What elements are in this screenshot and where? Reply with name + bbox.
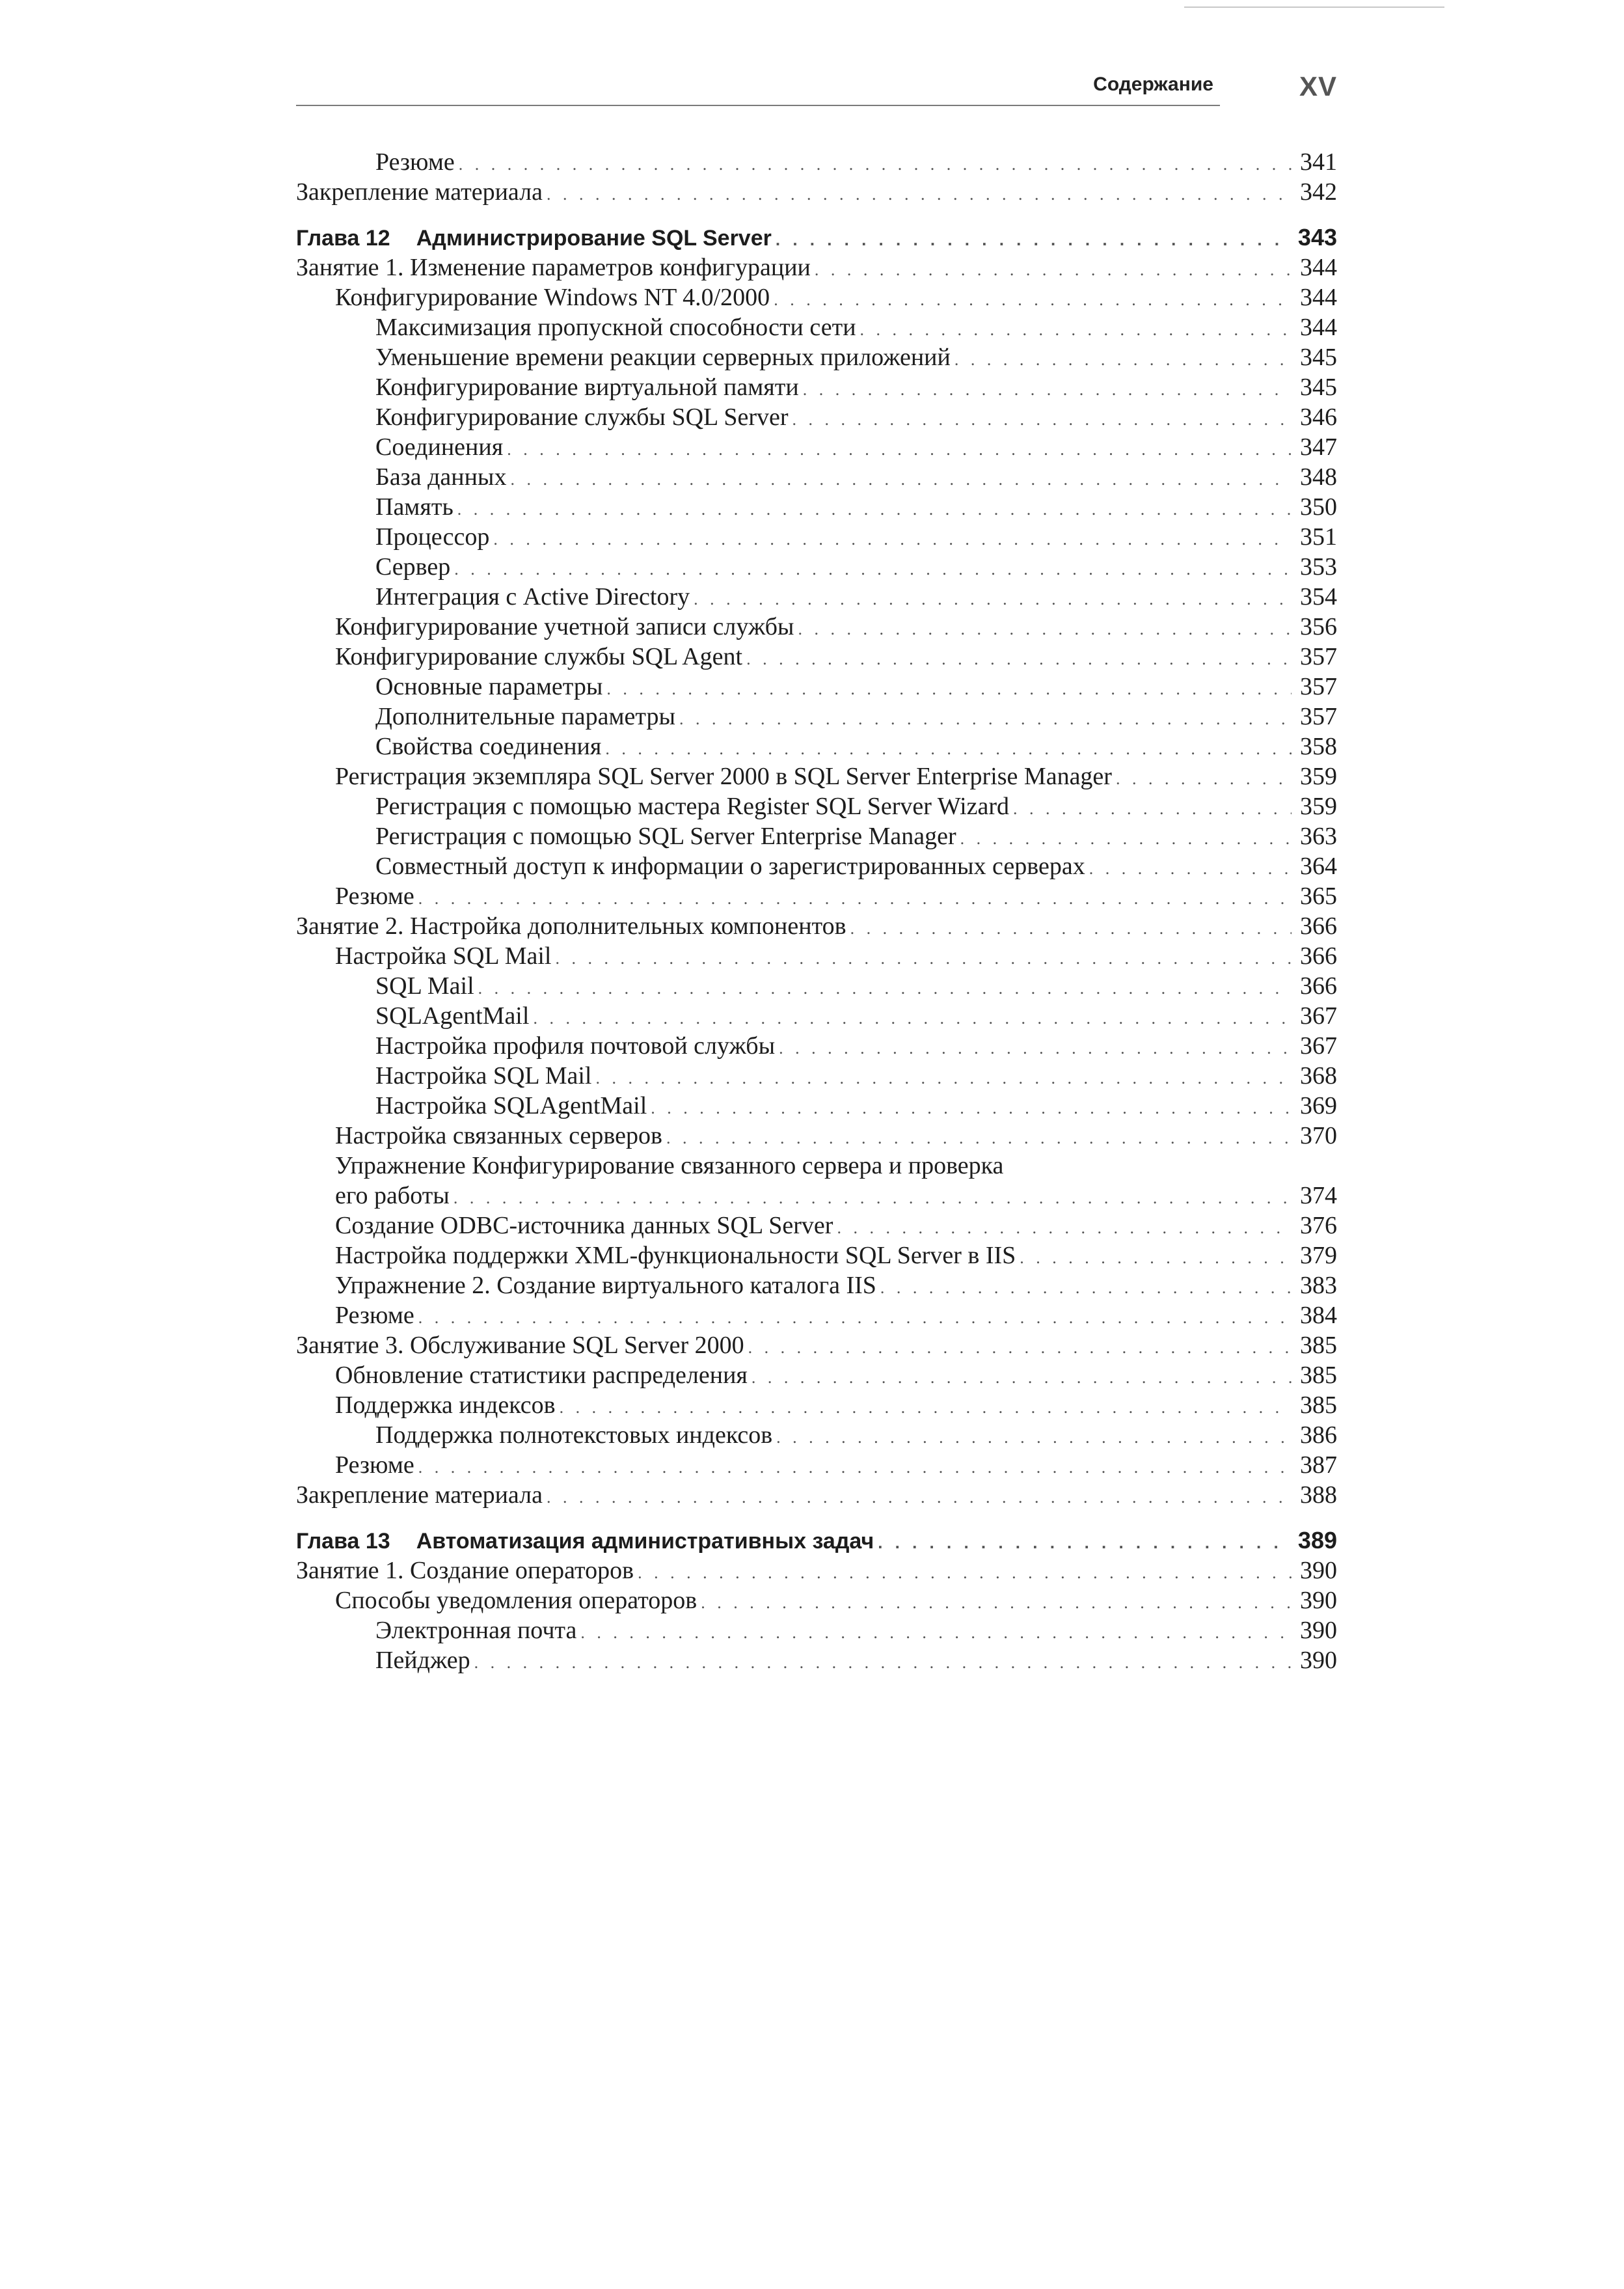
leader-dots (457, 495, 1292, 525)
toc-section-d (296, 1556, 1337, 1675)
toc-entry-page: 385 (1300, 1332, 1337, 1359)
leader-dots (748, 1333, 1292, 1363)
toc-entry[interactable] (296, 791, 1337, 821)
toc-entry-text: Создание ODBC-источника данных SQL Server (335, 1212, 833, 1239)
toc-entry[interactable] (296, 342, 1337, 372)
toc-entry-text: Максимизация пропускной способности сети (375, 314, 856, 341)
toc-entry[interactable] (296, 582, 1337, 612)
toc-section-a (296, 147, 1337, 207)
toc-entry-page: 390 (1300, 1587, 1337, 1614)
toc-entry-text: Сервер (375, 553, 451, 581)
leader-dots (751, 1363, 1292, 1393)
toc-entry-page: 348 (1300, 463, 1337, 491)
header-page-number: XV (1299, 71, 1337, 102)
toc-entry[interactable] (296, 1031, 1337, 1061)
toc-entry-page: 390 (1300, 1557, 1337, 1584)
toc-entry[interactable] (296, 941, 1337, 971)
toc-entry-text: Уменьшение времени реакции серверных приложений (375, 344, 951, 371)
chapter-title: Автоматизация административных задач (416, 1529, 874, 1554)
leader-dots (580, 1618, 1292, 1648)
leader-dots (510, 465, 1292, 495)
toc-entry-page: 383 (1300, 1272, 1337, 1299)
leader-dots (701, 1588, 1292, 1618)
toc-entry-text: Процессор (375, 523, 490, 551)
toc-entry-text: Электронная почта (375, 1617, 577, 1644)
leader-dots (954, 345, 1292, 375)
leader-dots (815, 255, 1292, 285)
toc-entry[interactable] (296, 881, 1337, 911)
toc-entry-text: Настройка поддержки XML-функциональности SQL Server в IIS (335, 1242, 1016, 1269)
toc-entry-text: Регистрация с помощью мастера Register SQL Server Wizard (375, 793, 1010, 820)
toc-entry-page: 356 (1300, 613, 1337, 640)
chapter-12-heading[interactable] (296, 223, 1337, 253)
toc-entry-page: 365 (1300, 883, 1337, 910)
toc-entry-text: Закрепление материала (296, 178, 543, 206)
toc-entry-text: Соединения (375, 433, 504, 461)
toc-entry-text: Конфигурирование Windows NT 4.0/2000 (335, 284, 770, 311)
toc-entry-text: Упражнение 2. Создание виртуального каталога IIS (335, 1272, 876, 1299)
leader-dots (606, 674, 1292, 704)
toc-entry[interactable] (296, 1480, 1337, 1510)
toc-entry[interactable] (296, 702, 1337, 732)
toc-entry-text: Занятие 1. Создание операторов (296, 1557, 634, 1584)
toc-entry-text: Дополнительные параметры (375, 703, 675, 730)
toc-entry-text: SQLAgentMail (375, 1002, 530, 1030)
toc-entry[interactable] (296, 1390, 1337, 1420)
leader-dots (418, 884, 1292, 914)
chapter-page: 343 (1297, 224, 1337, 251)
leader-dots (595, 1063, 1292, 1093)
leader-dots (1089, 854, 1292, 884)
leader-dots (860, 315, 1292, 345)
toc-entry[interactable] (296, 402, 1337, 432)
toc-entry-page: 385 (1300, 1391, 1337, 1419)
toc-entry-page: 374 (1300, 1182, 1337, 1209)
toc-entry-page: 344 (1300, 314, 1337, 341)
toc-entry-page: 357 (1300, 703, 1337, 730)
toc-entry[interactable] (296, 1420, 1337, 1450)
toc-entry-text: Поддержка индексов (335, 1391, 556, 1419)
toc-entry-page: 359 (1300, 793, 1337, 820)
toc-entry[interactable] (296, 177, 1337, 207)
toc-entry-text: Занятие 3. Обслуживание SQL Server 2000 (296, 1332, 744, 1359)
leader-dots (454, 555, 1292, 584)
toc-entry[interactable] (296, 971, 1337, 1001)
toc-entry-page: 345 (1300, 344, 1337, 371)
leader-dots (507, 435, 1292, 465)
leader-dots (651, 1093, 1292, 1123)
toc-entry-page: 368 (1300, 1062, 1337, 1090)
leader-dots (638, 1558, 1292, 1588)
toc-entry[interactable] (296, 1615, 1337, 1645)
toc-entry[interactable] (296, 612, 1337, 642)
toc-entry-text: Основные параметры (375, 673, 603, 700)
exercise-1-line-1[interactable]: Упражнение Конфигурирование связанного сервера и проверка (335, 1152, 1004, 1179)
toc-entry-page: 342 (1300, 178, 1337, 206)
scan-edge-line (1184, 7, 1444, 8)
toc-entry-page: 370 (1300, 1122, 1337, 1149)
toc-entry[interactable] (296, 761, 1337, 791)
leader-dots (798, 614, 1292, 644)
leader-dots (547, 180, 1292, 210)
toc-entry[interactable] (296, 1330, 1337, 1360)
toc-entry-page: 385 (1300, 1362, 1337, 1389)
toc-entry-text: Резюме (335, 883, 414, 910)
toc-entry-text: База данных (375, 463, 507, 491)
toc-entry-text: Настройка связанных серверов (335, 1122, 662, 1149)
toc-entry-text: Конфигурирование виртуальной памяти (375, 374, 799, 401)
leader-dots (560, 1393, 1292, 1423)
toc-entry[interactable] (296, 147, 1337, 177)
toc-entry-text: его работы (335, 1182, 450, 1209)
leader-dots (1020, 1243, 1292, 1273)
leader-dots (453, 1183, 1292, 1213)
leader-dots (418, 1453, 1292, 1483)
toc-entry-text: Способы уведомления операторов (335, 1587, 697, 1614)
leader-dots (776, 1423, 1292, 1453)
toc-entry-text: Закрепление материала (296, 1481, 543, 1509)
leader-dots (605, 734, 1292, 764)
toc-entry[interactable] (296, 1001, 1337, 1031)
leader-dots (533, 1004, 1292, 1034)
toc-entry-text: Обновление статистики распределения (335, 1362, 748, 1389)
toc-entry[interactable] (296, 1270, 1337, 1300)
toc-entry-text: Совместный доступ к информации о зарегистрированных серверах (375, 853, 1085, 880)
toc-entry[interactable] (296, 1585, 1337, 1615)
toc-entry-text: Регистрация с помощью SQL Server Enterprise Manager (375, 823, 956, 850)
toc-entry-text: Настройка SQL Mail (335, 942, 552, 970)
toc-entry[interactable] (296, 1211, 1337, 1240)
toc-entry[interactable] (296, 492, 1337, 522)
toc-entry[interactable] (296, 282, 1337, 312)
toc-entry[interactable] (296, 911, 1337, 941)
leader-dots (850, 914, 1292, 944)
toc-entry-page: 369 (1300, 1092, 1337, 1119)
toc-entry-text: Регистрация экземпляра SQL Server 2000 в SQL Server Enterprise Manager (335, 763, 1112, 790)
chapter-title: Администрирование SQL Server (416, 226, 772, 251)
leader-dots (679, 704, 1292, 734)
toc-entry-text: Пейджер (375, 1647, 470, 1674)
toc-entry[interactable] (296, 372, 1337, 402)
toc-entry-page: 345 (1300, 374, 1337, 401)
toc-entry[interactable] (296, 432, 1337, 462)
toc-entry-page: 379 (1300, 1242, 1337, 1269)
leader-dots (880, 1273, 1292, 1303)
toc-entry-text: Резюме (375, 148, 455, 176)
toc-entry[interactable] (296, 1450, 1337, 1480)
toc-entry[interactable] (296, 1556, 1337, 1585)
toc-entry[interactable] (296, 1300, 1337, 1330)
toc-entry[interactable] (296, 312, 1337, 342)
toc-entry-page: 359 (1300, 763, 1337, 790)
toc-entry-page: 357 (1300, 643, 1337, 670)
toc-entry[interactable] (296, 851, 1337, 881)
toc-entry-page: 367 (1300, 1032, 1337, 1060)
leader-dots (837, 1213, 1292, 1243)
leader-dots (1116, 764, 1292, 794)
toc-entry-page: 366 (1300, 942, 1337, 970)
toc-entry-text: Память (375, 493, 453, 521)
leader-dots (547, 1483, 1292, 1513)
toc-entry-page: 358 (1300, 733, 1337, 760)
leader-dots (779, 1034, 1292, 1063)
toc-entry-page: 376 (1300, 1212, 1337, 1239)
toc-entry[interactable] (296, 1091, 1337, 1121)
toc-entry-text: Настройка SQLAgentMail (375, 1092, 647, 1119)
toc-entry-page: 366 (1300, 912, 1337, 940)
toc-entry-text: Настройка профиля почтовой службы (375, 1032, 776, 1060)
leader-dots (776, 225, 1292, 254)
toc-entry-page: 344 (1300, 254, 1337, 281)
toc-entry-page: 364 (1300, 853, 1337, 880)
leader-dots (478, 974, 1292, 1004)
toc-entry[interactable] (296, 522, 1337, 552)
header-title: Содержание (1093, 74, 1213, 95)
toc-entry-text: Поддержка полнотекстовых индексов (375, 1421, 773, 1449)
toc-entry-page: 366 (1300, 972, 1337, 1000)
toc-entry[interactable] (296, 552, 1337, 582)
toc-entry-page: 387 (1300, 1451, 1337, 1479)
leader-dots (878, 1528, 1292, 1557)
leader-dots (803, 375, 1292, 405)
running-header (296, 68, 1337, 114)
toc-entry[interactable] (296, 1360, 1337, 1390)
toc-entry-text: Резюме (335, 1451, 414, 1479)
toc-entry-text: Интеграция с Active Directory (375, 583, 690, 610)
toc-entry[interactable] (296, 462, 1337, 492)
toc-entry-page: 390 (1300, 1617, 1337, 1644)
toc-entry-text: Конфигурирование учетной записи службы (335, 613, 794, 640)
toc-entry[interactable] (296, 642, 1337, 672)
toc-entry-page: 388 (1300, 1481, 1337, 1509)
chapter-label: Глава 12 (296, 226, 390, 251)
toc-entry-page: 341 (1300, 148, 1337, 176)
leader-dots (960, 824, 1292, 854)
toc-entry-page: 346 (1300, 404, 1337, 431)
chapter-page: 389 (1297, 1527, 1337, 1554)
toc-section-c (296, 1211, 1337, 1510)
toc-entry[interactable] (296, 732, 1337, 761)
toc-entry-text: Конфигурирование службы SQL Server (375, 404, 789, 431)
toc-entry-text: Занятие 1. Изменение параметров конфигурации (296, 254, 811, 281)
leader-dots (459, 150, 1292, 180)
toc-entry-text: Резюме (335, 1302, 414, 1329)
toc-entry[interactable] (296, 1240, 1337, 1270)
exercise-1-line-2[interactable] (296, 1181, 1337, 1211)
leader-dots (418, 1303, 1292, 1333)
toc-entry[interactable] (296, 1061, 1337, 1091)
leader-dots (792, 405, 1292, 435)
chapter-13-heading[interactable] (296, 1526, 1337, 1556)
toc-entry-page: 363 (1300, 823, 1337, 850)
toc-entry-page: 386 (1300, 1421, 1337, 1449)
table-of-contents (296, 147, 1337, 1675)
toc-entry-page: 367 (1300, 1002, 1337, 1030)
toc-entry-page: 351 (1300, 523, 1337, 551)
toc-entry[interactable] (296, 821, 1337, 851)
toc-entry[interactable] (296, 1645, 1337, 1675)
toc-entry-text: Занятие 2. Настройка дополнительных компонентов (296, 912, 846, 940)
toc-entry-text: SQL Mail (375, 972, 474, 1000)
toc-entry-text: Свойства соединения (375, 733, 602, 760)
chapter-label: Глава 13 (296, 1529, 390, 1554)
leader-dots (694, 584, 1292, 614)
toc-entry-page: 350 (1300, 493, 1337, 521)
toc-entry-page: 354 (1300, 583, 1337, 610)
toc-entry-page: 353 (1300, 553, 1337, 581)
leader-dots (474, 1648, 1292, 1678)
toc-entry-text: Конфигурирование службы SQL Agent (335, 643, 743, 670)
toc-entry[interactable] (296, 253, 1337, 282)
toc-entry[interactable] (296, 1121, 1337, 1151)
toc-entry-page: 347 (1300, 433, 1337, 461)
header-rule (296, 105, 1220, 106)
toc-entry-page: 384 (1300, 1302, 1337, 1329)
leader-dots (774, 285, 1292, 315)
toc-entry[interactable] (296, 672, 1337, 702)
leader-dots (1013, 794, 1292, 824)
leader-dots (746, 644, 1292, 674)
toc-entry-page: 357 (1300, 673, 1337, 700)
leader-dots (493, 525, 1292, 555)
leader-dots (666, 1123, 1292, 1153)
toc-entry-text: Настройка SQL Mail (375, 1062, 592, 1090)
toc-section-b (296, 253, 1337, 1151)
leader-dots (555, 944, 1292, 974)
toc-entry-page: 344 (1300, 284, 1337, 311)
toc-entry-page: 390 (1300, 1647, 1337, 1674)
